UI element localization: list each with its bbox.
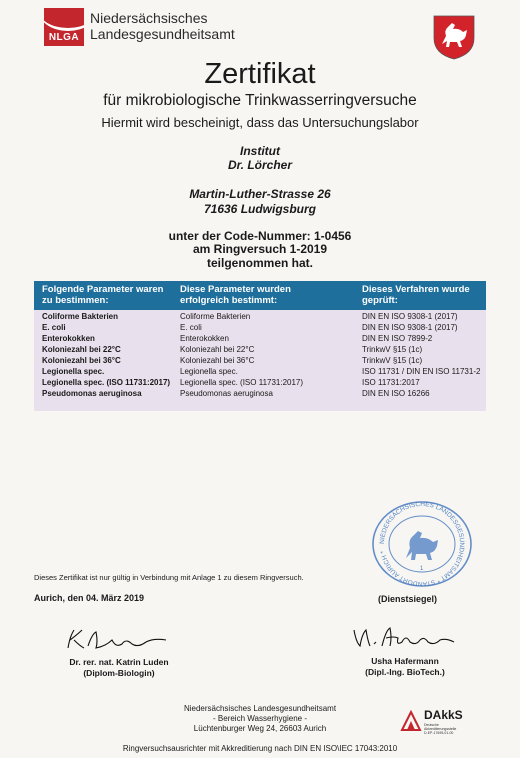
row-determined: Coliforme Bakterien <box>180 312 251 321</box>
row-parameter: Koloniezahl bei 22°C <box>42 345 121 354</box>
official-seal-stamp <box>368 500 476 588</box>
header-col-2-line-2: erfolgreich bestimmt: <box>180 295 278 306</box>
subtitle: für mikrobiologische Trinkwasserringversuche <box>103 92 417 109</box>
row-method: ISO 11731:2017 <box>362 378 420 387</box>
row-parameter: Legionella spec. (ISO 11731:2017) <box>42 378 171 387</box>
place-and-date: Aurich, den 04. März 2019 <box>34 593 145 603</box>
institute-line-1: Institut <box>240 144 280 158</box>
row-parameter: Enterokokken <box>42 334 95 343</box>
header-col-3-line-1: Dieses Verfahren wurde <box>362 284 470 295</box>
header-col-2-line-1: Diese Parameter wurden <box>180 284 291 295</box>
row-parameter: Coliforme Bakterien <box>42 312 119 321</box>
row-method: TrinkwV §15 (1c) <box>362 345 423 354</box>
stamp-ring-text: NIEDERSÄCHSISCHES LANDESGESUNDHEITSAMT * STANDORT AURICH * <box>378 500 466 588</box>
footer-org: Niedersächsisches Landesgesundheitsamt <box>183 704 337 713</box>
table-header <box>34 281 486 310</box>
coat-of-arms-icon <box>432 14 476 60</box>
signature-hafermann <box>350 624 460 650</box>
parameter-table <box>34 281 486 411</box>
signature-luden <box>62 626 172 652</box>
table-row <box>34 355 486 366</box>
table-row <box>34 388 486 399</box>
row-method: ISO 11731 / DIN EN ISO 11731-2 <box>362 367 481 376</box>
row-method: DIN EN ISO 9308-1 (2017) <box>362 312 458 321</box>
institute-line-2: Dr. Lörcher <box>227 158 293 172</box>
participated-line: teilgenommen hat. <box>206 256 313 270</box>
header-col-2 <box>180 284 291 306</box>
row-determined: Koloniezahl bei 22°C <box>180 345 255 354</box>
table-row <box>34 322 486 333</box>
row-determined: Pseudomonas aeruginosa <box>180 389 273 398</box>
row-method: DIN EN ISO 9308-1 (2017) <box>362 323 458 332</box>
logo-swoosh <box>44 8 84 31</box>
dakks-word: DAkkS <box>424 708 463 722</box>
validity-note: Dieses Zertifikat ist nur gültig in Verbindung mit Anlage 1 zu diesem Ringversuch. <box>34 573 304 582</box>
org-line-2: Landesgesundheitsamt <box>90 26 235 42</box>
row-method: DIN EN ISO 16266 <box>362 389 430 398</box>
dakks-line-3: D-EP-17695-01-00 <box>424 731 454 735</box>
address-city: 71636 Ludwigsburg <box>203 202 317 216</box>
header-col-3-line-2: geprüft: <box>362 295 398 306</box>
row-method: TrinkwV §15 (1c) <box>362 356 423 365</box>
row-parameter: E. coli <box>42 323 66 332</box>
header-col-1 <box>42 284 163 306</box>
row-determined: Koloniezahl bei 36°C <box>180 356 255 365</box>
table-row <box>34 377 486 388</box>
table-row <box>34 344 486 355</box>
stamp-number: 1 <box>420 566 424 572</box>
header-col-1-line-2: zu bestimmen: <box>42 295 109 306</box>
accreditation-note: Ringversuchsausrichter mit Akkreditierung nach DIN EN ISO\IEC 17043:2010 <box>122 744 398 753</box>
dakks-line-2: Akkreditierungsstelle <box>424 727 457 731</box>
signatory-1-name: Dr. rer. nat. Katrin Luden <box>69 657 169 667</box>
row-parameter: Koloniezahl bei 36°C <box>42 356 121 365</box>
signatory-1-role: (Diplom-Biologin) <box>83 668 155 678</box>
signatory-2-role: (Dipl.-Ing. BioTech.) <box>365 667 445 677</box>
footer-department: - Bereich Wasserhygiene - <box>213 714 307 723</box>
footer-address: Lüchtenburger Weg 24, 26603 Aurich <box>193 724 327 733</box>
table-row <box>34 366 486 377</box>
logo-text: NLGA <box>48 32 80 43</box>
table-row <box>34 333 486 344</box>
attestation-text: Hiermit wird bescheinigt, dass das Untersuchungslabor <box>101 115 419 130</box>
row-method: DIN EN ISO 7899-2 <box>362 334 433 343</box>
header-col-3 <box>362 284 470 306</box>
org-line-1: Niedersächsisches <box>90 10 208 26</box>
row-determined: Legionella spec. (ISO 11731:2017) <box>180 378 304 387</box>
organization-name <box>90 10 235 42</box>
seal-label: (Dienstsiegel) <box>378 594 438 604</box>
row-parameter: Legionella spec. <box>42 367 105 376</box>
ring-test-line: am Ringversuch 1-2019 <box>192 242 328 256</box>
row-parameter: Pseudomonas aeruginosa <box>42 389 142 398</box>
code-number-line: unter der Code-Nummer: 1-0456 <box>168 229 352 243</box>
row-determined: Legionella spec. <box>180 367 238 376</box>
dakks-line-1: Deutsche <box>424 723 439 727</box>
dakks-mark-icon <box>400 710 422 732</box>
page-title: Zertifikat <box>204 58 316 90</box>
address-street: Martin-Luther-Strasse 26 <box>189 187 331 201</box>
row-determined: E. coli <box>180 323 202 332</box>
header-col-1-line-1: Folgende Parameter waren <box>42 284 164 295</box>
dakks-logo <box>400 706 486 736</box>
table-row <box>34 311 486 322</box>
signatory-2-name: Usha Hafermann <box>371 656 439 666</box>
row-determined: Enterokokken <box>180 334 229 343</box>
horse-icon <box>406 531 438 560</box>
nlga-logo <box>44 8 84 46</box>
